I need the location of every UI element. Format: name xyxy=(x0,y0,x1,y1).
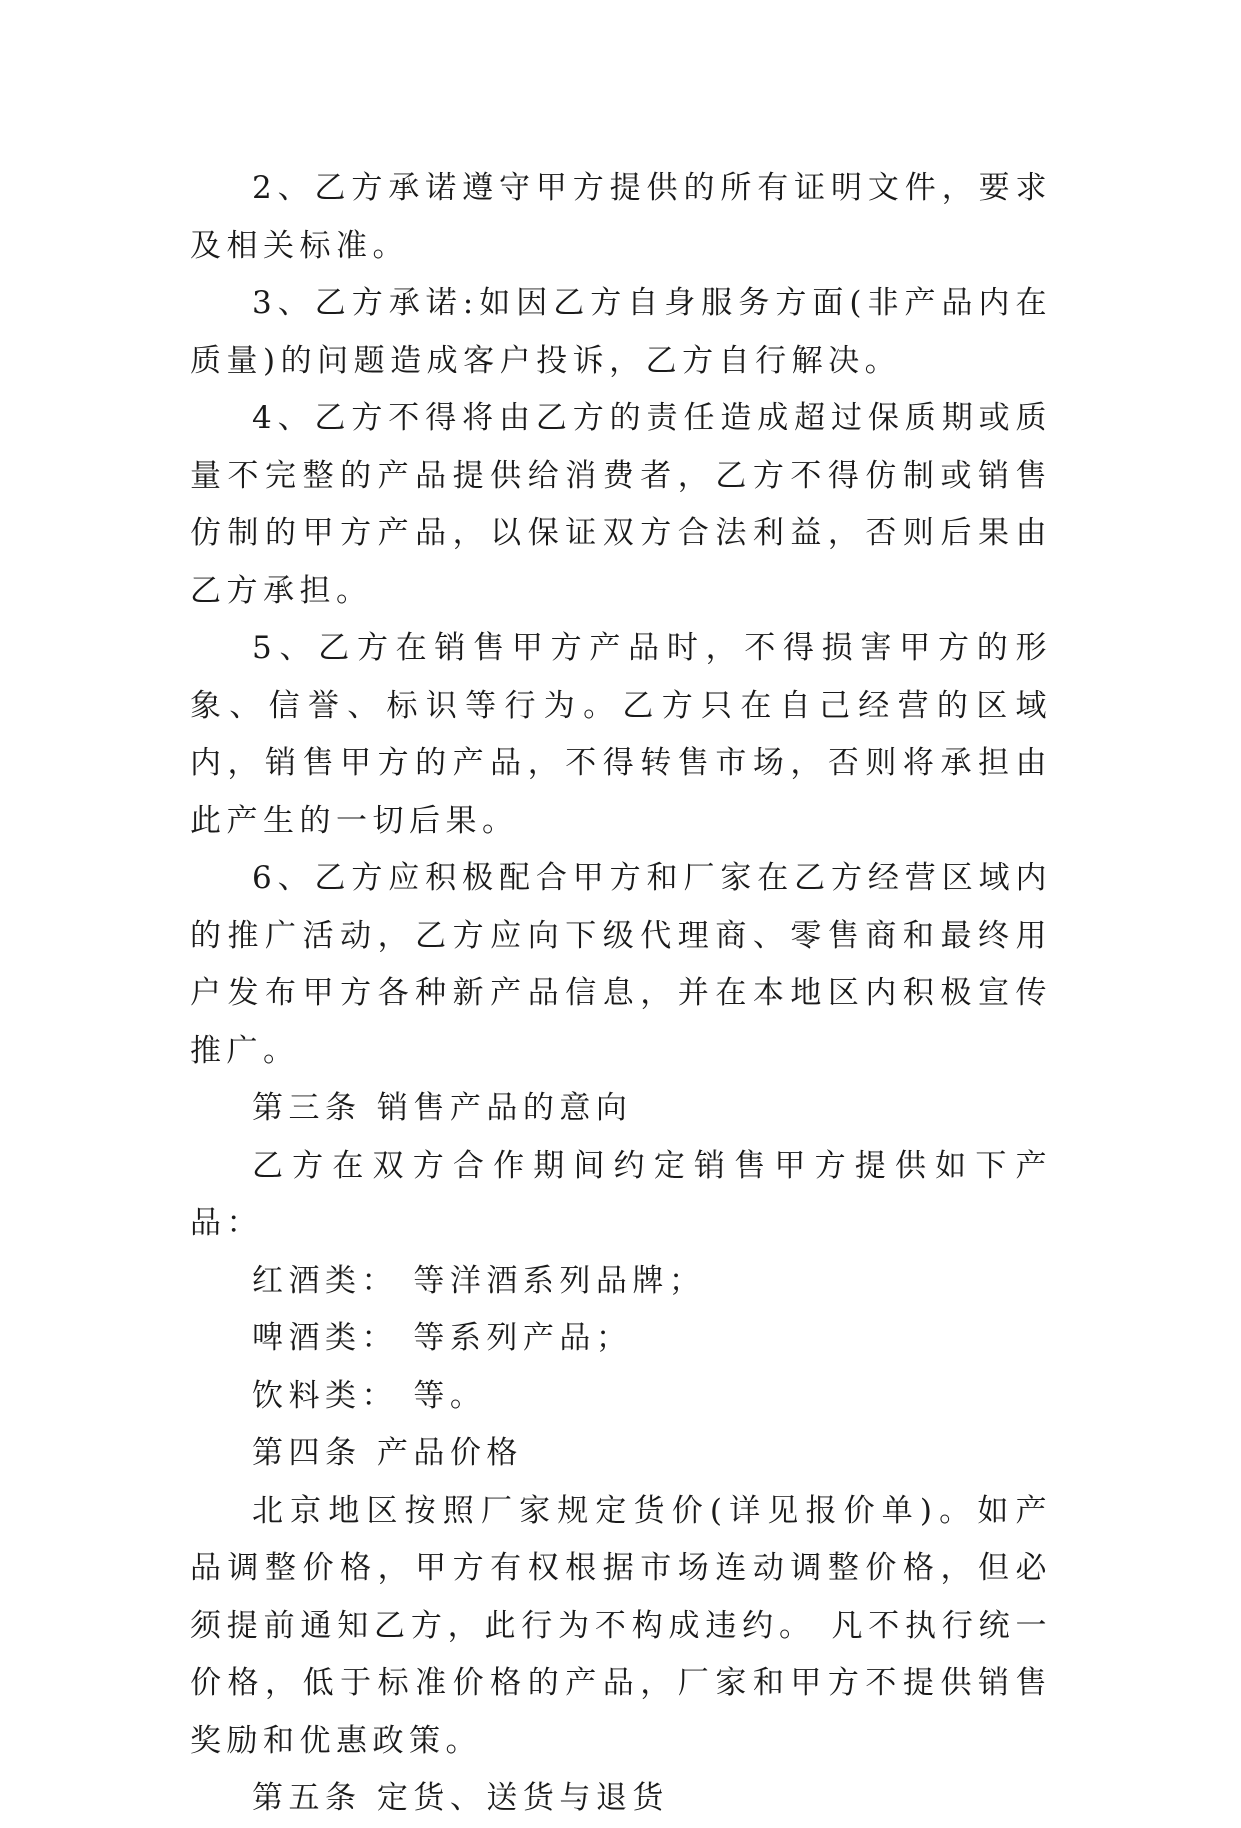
product-beer-line: 啤酒类： 等系列产品； xyxy=(252,1320,633,1356)
article-3-intro: 乙方在双方合作期间约定销售甲方提供如下产品： xyxy=(190,1147,1052,1241)
product-wine-line: 红酒类： 等洋酒系列品牌； xyxy=(252,1262,706,1299)
article-4-heading: 第四条 产品价格 xyxy=(252,1435,523,1471)
product-drinks-line: 饮料类： 等。 xyxy=(252,1377,487,1414)
clause-2-2: 2、乙方承诺遵守甲方提供的所有证明文件，要求及相关标准。 xyxy=(190,170,1052,264)
clause-2-5: 5、乙方在销售甲方产品时，不得损害甲方的形象、信誉、标识等行为。乙方只在自己经营的区域内，销售甲方的产品，不得转售市场，否则将承担由此产生的一切后果。 xyxy=(190,630,1052,839)
article-5-heading: 第五条 定货、送货与退货 xyxy=(252,1780,669,1816)
document-body xyxy=(190,160,1052,1828)
clause-2-4: 4、乙方不得将由乙方的责任造成超过保质期或质量不完整的产品提供给消费者，乙方不得仿制或销售仿制的甲方产品，以保证双方合法利益，否则后果由乙方承担。 xyxy=(190,400,1052,609)
article-4-body: 北京地区按照厂家规定货价(详见报价单)。如产品调整价格，甲方有权根据市场连动调整价格，但必须提前通知乙方，此行为不构成违约。 凡不执行统一价格，低于标准价格的产品，厂家和甲方不提供销售奖励和优惠政策。 xyxy=(190,1492,1052,1759)
clause-2-3: 3、乙方承诺:如因乙方自身服务方面(非产品内在质量)的问题造成客户投诉，乙方自行解决。 xyxy=(190,285,1052,379)
clause-2-6: 6、乙方应积极配合甲方和厂家在乙方经营区域内的推广活动，乙方应向下级代理商、零售商和最终用户发布甲方各种新产品信息，并在本地区内积极宣传推广。 xyxy=(190,860,1052,1069)
article-3-heading: 第三条 销售产品的意向 xyxy=(252,1090,633,1126)
